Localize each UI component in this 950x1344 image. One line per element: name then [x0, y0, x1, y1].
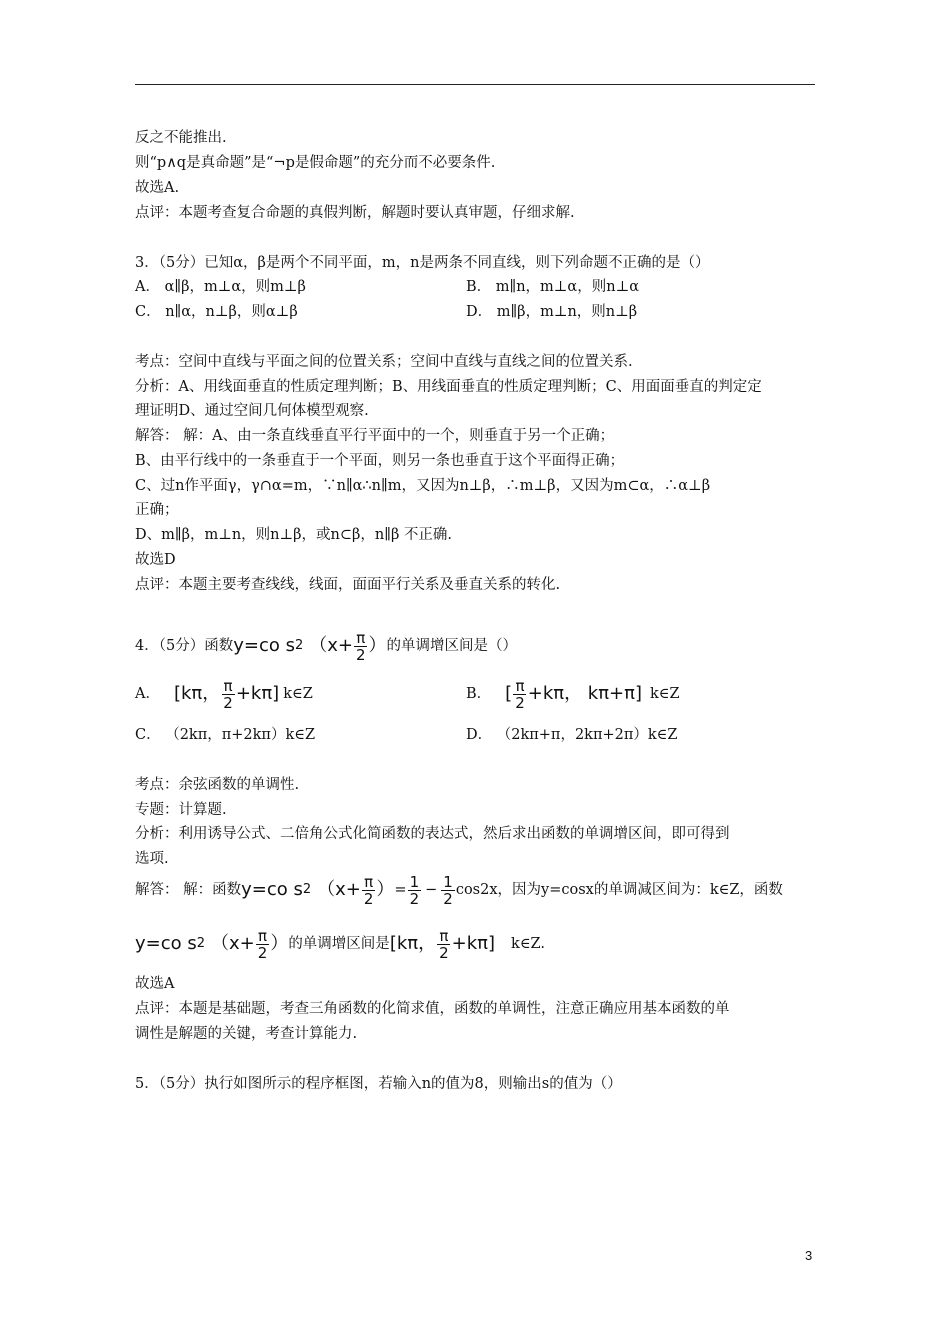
func-paren-l: （x+	[317, 879, 361, 900]
q3-jieda: C、过n作平面γ，γ∩α=m，∵n∥α∴n∥m，又因为n⊥β，∴m⊥β，又因为m⊂α，∴α⊥β	[135, 478, 711, 494]
jieda-pre: 解答： 解：函数	[135, 882, 242, 898]
fraction-num: π	[364, 872, 374, 891]
fraction-num: π	[356, 628, 366, 647]
q4-option-d: D． （2kπ+π，2kπ+2π）k∈Z	[466, 727, 678, 743]
fraction-den: 2	[443, 889, 453, 908]
text-line: 点评：本题考查复合命题的真假判断，解题时要认真审题，仔细求解.	[135, 205, 575, 221]
q4-answer: 故选A	[135, 976, 175, 992]
func-sup: 2	[196, 936, 206, 951]
q4-kaodian: 考点：余弦函数的单调性.	[135, 777, 300, 793]
q3-answer: 故选D	[135, 552, 176, 568]
q3-kaodian: 考点：空间中直线与平面之间的位置关系；空间中直线与直线之间的位置关系.	[135, 354, 633, 370]
fraction-den: 2	[363, 889, 374, 908]
func-sup: 2	[294, 638, 304, 653]
text-line: 故选A.	[135, 180, 180, 196]
q4-dianping: 调性是解题的关键，考查计算能力.	[135, 1026, 358, 1042]
text-line: 则“p∧q是真命题”是“¬p是假命题”的充分而不必要条件.	[135, 155, 496, 171]
fraction-num: π	[439, 926, 449, 945]
fraction-num: π	[258, 926, 268, 945]
q4-option-b	[466, 672, 680, 716]
fraction-num: π	[515, 676, 525, 695]
option-tail: k∈Z	[650, 686, 680, 702]
q4-fenxi: 选项.	[135, 851, 169, 867]
q3-jieda: D、m∥β，m⊥n，则n⊥β，或n⊂β，n∥β 不正确.	[135, 527, 453, 543]
header-rule	[135, 84, 815, 85]
q3-option-c: C． n∥α，n⊥β，则α⊥β	[135, 304, 298, 320]
text-line: 反之不能推出.	[135, 130, 227, 146]
fraction-den: 2	[257, 943, 268, 962]
equals: =	[394, 882, 407, 898]
interval-right: +kπ， kπ+π]	[527, 683, 643, 704]
fraction-num: 1	[443, 872, 453, 891]
jieda-cos2x: cos2x，因为y=cosx的单调减区间为：k∈Z，函数	[455, 882, 783, 898]
page-number: 3	[805, 1248, 813, 1263]
fraction-num: π	[223, 676, 233, 695]
func-paren-l: （x+	[309, 635, 353, 656]
q4-jieda-line1	[135, 868, 783, 912]
fraction	[513, 678, 527, 711]
q3-fenxi: 分析：A、用线面垂直的性质定理判断；B、用线面垂直的性质定理判断；C、用面面垂直的判定定	[135, 379, 762, 395]
q4-option-a	[135, 672, 313, 716]
q3-option-d: D． m∥β，m⊥n，则n⊥β	[466, 304, 638, 320]
interval-right: +kπ]	[451, 933, 496, 954]
q3-jieda: 解答： 解：A、由一条直线垂直平行平面中的一个，则垂直于另一个正确；	[135, 428, 615, 444]
question-4-stem	[135, 624, 517, 668]
q3-jieda: B、由平行线中的一条垂直于一个平面，则另一条也垂直于这个平面得正确；	[135, 453, 625, 469]
fraction	[362, 874, 376, 907]
option-label: B．	[466, 686, 492, 702]
fraction	[221, 678, 235, 711]
func-y: y=co s	[135, 933, 197, 954]
func-y: y=co s	[241, 879, 303, 900]
q3-jieda: 正确；	[135, 502, 179, 518]
fraction-den: 2	[409, 889, 420, 908]
fraction	[437, 928, 451, 961]
fraction-den: 2	[515, 693, 525, 712]
interval-right: +kπ]	[235, 683, 280, 704]
fraction	[408, 874, 422, 907]
interval-left: [kπ，	[389, 933, 437, 954]
question-3-stem: 3．（5分）已知α，β是两个不同平面，m，n是两条不同直线，则下列命题不正确的是（）	[135, 255, 710, 271]
func-paren-r: ）	[376, 879, 395, 900]
q4-option-c: C． （2kπ，π+2kπ）k∈Z	[135, 727, 316, 743]
q4-zhuanti: 专题：计算题.	[135, 802, 227, 818]
fraction-num: 1	[409, 872, 420, 891]
func-paren-l: （x+	[211, 933, 255, 954]
func-y: y=co s	[233, 635, 295, 656]
func-paren-r: ）	[368, 635, 387, 656]
fraction	[256, 928, 270, 961]
q4-fenxi: 分析：利用诱导公式、二倍角公式化简函数的表达式，然后求出函数的单调增区间，即可得到	[135, 826, 730, 842]
fraction-den: 2	[439, 943, 449, 962]
q3-dianping: 点评：本题主要考查线线，线面，面面平行关系及垂直关系的转化.	[135, 577, 561, 593]
q4-stem-pre: 4．（5分）函数	[135, 638, 234, 654]
fraction	[354, 630, 368, 663]
option-tail: k∈Z	[283, 686, 313, 702]
q3-fenxi: 理证明D、通过空间几何体模型观察.	[135, 403, 369, 419]
interval-left: [	[505, 683, 513, 704]
line2-tail: k∈Z.	[511, 936, 545, 952]
q4-stem-post: 的单调增区间是（）	[386, 638, 518, 654]
q4-dianping: 点评：本题是基础题，考查三角函数的化简求值，函数的单调性，注意正确应用基本函数的单	[135, 1001, 730, 1017]
line2-post: 的单调增区间是	[288, 936, 390, 952]
q4-jieda-line2	[135, 922, 545, 966]
fraction-den: 2	[223, 693, 233, 712]
func-sup: 2	[302, 882, 312, 897]
func-paren-r: ）	[270, 933, 289, 954]
q3-option-b: B． m∥n，m⊥α，则n⊥α	[466, 279, 639, 295]
fraction	[441, 874, 455, 907]
option-label: A．	[135, 686, 160, 702]
minus: −	[425, 882, 438, 898]
fraction-den: 2	[355, 645, 366, 664]
question-5-stem: 5．（5分）执行如图所示的程序框图，若输入n的值为8，则输出s的值为（）	[135, 1076, 622, 1092]
interval-left: [kπ，	[173, 683, 221, 704]
q3-option-a: A． α∥β，m⊥α，则m⊥β	[135, 279, 306, 295]
